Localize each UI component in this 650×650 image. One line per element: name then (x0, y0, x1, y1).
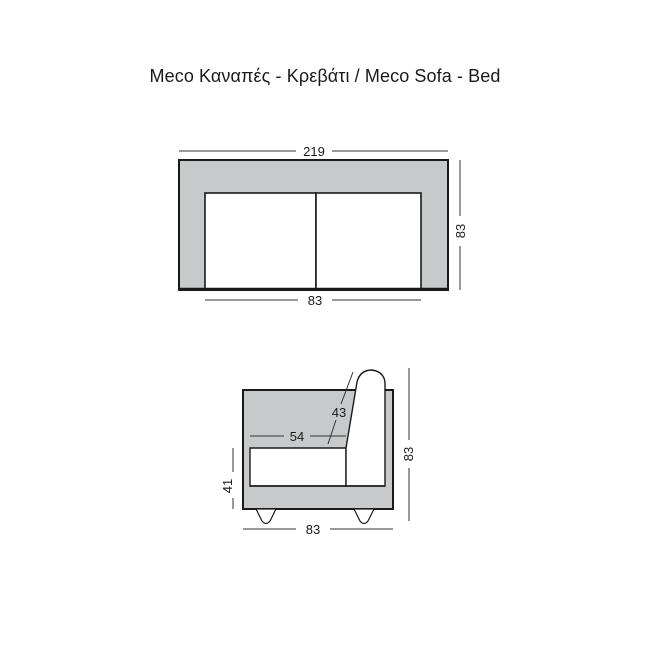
leg-left (256, 509, 276, 524)
seat-profile (250, 448, 346, 486)
seat-height-dimension-label: 41 (220, 478, 235, 494)
height-dimension-label: 83 (401, 446, 416, 462)
diagram-title: Meco Καναπές - Κρεβάτι / Meco Sofa - Bed (149, 66, 501, 86)
seat-width-dimension-label: 83 (307, 293, 323, 308)
side-view (220, 368, 416, 537)
depth-dimension-label: 83 (453, 223, 468, 239)
leg-right (354, 509, 374, 524)
backrest-profile (346, 370, 385, 486)
side-depth-dimension-label: 83 (305, 522, 321, 537)
seat-cushion-left (205, 193, 316, 289)
back-height-dimension-label: 43 (331, 405, 347, 420)
top-view (179, 144, 468, 308)
width-dimension-label: 219 (303, 144, 325, 159)
seat-cushion-right (316, 193, 421, 289)
seat-depth-dimension-label: 54 (289, 429, 305, 444)
